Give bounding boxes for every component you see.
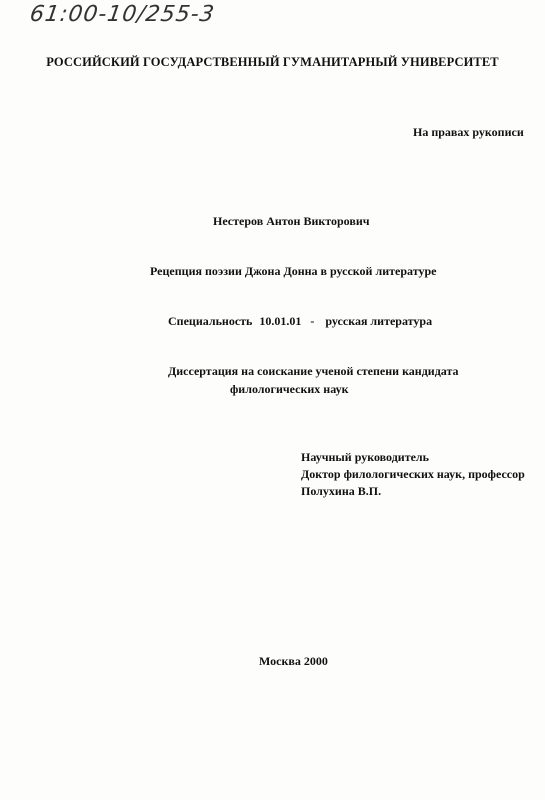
supervisor-role: Научный руководитель <box>301 450 429 464</box>
university-name: РОССИЙСКИЙ ГОСУДАРСТВЕННЫЙ ГУМАНИТАРНЫЙ УНИВЕРСИТЕТ <box>46 55 499 69</box>
handwritten-archive-code: 61:00-10/255-3 <box>28 2 217 27</box>
specialty-dash: - <box>310 314 315 328</box>
author-name: Нестеров Антон Викторович <box>213 214 370 228</box>
supervisor-name: Полухина В.П. <box>301 484 382 498</box>
supervisor-block <box>301 449 525 500</box>
degree-statement-line-1: Диссертация на соискание ученой степени кандидата <box>168 364 459 378</box>
degree-statement-line-2: филологических наук <box>230 382 349 396</box>
specialty-subject: русская литература <box>325 314 433 328</box>
city-and-year: Москва 2000 <box>259 654 328 668</box>
specialty-line <box>168 314 432 329</box>
dissertation-title: Рецепция поэзии Джона Донна в русской литературе <box>150 264 437 278</box>
specialty-label: Специальность <box>168 314 253 328</box>
specialty-code: 10.01.01 <box>259 314 302 328</box>
supervisor-degree: Доктор филологических наук, профессор <box>301 467 525 481</box>
rights-notice: На правах рукописи <box>413 125 524 139</box>
